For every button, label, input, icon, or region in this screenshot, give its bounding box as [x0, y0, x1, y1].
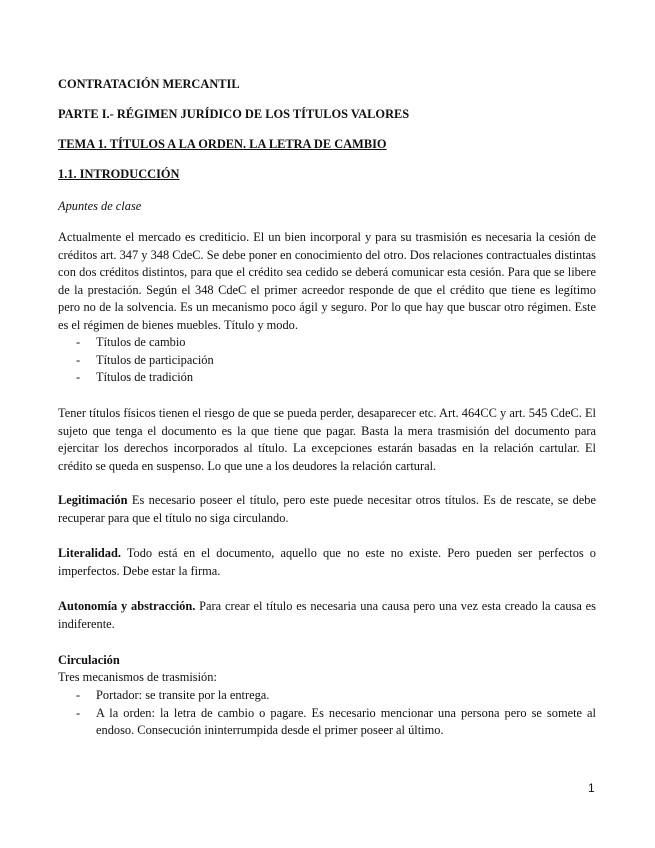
list-item: - Títulos de cambio	[76, 335, 186, 349]
transmission-list	[58, 687, 596, 740]
autonomia-label: Autonomía y abstracción.	[58, 599, 196, 613]
list-item: - Títulos de participación	[76, 352, 214, 367]
page-number: 1	[588, 781, 595, 795]
list-item: - Títulos de tradición	[76, 370, 194, 385]
list-item: - Portador: se transite por la entrega.	[76, 688, 270, 702]
circulacion-intro: Tres mecanismos de trasmisión:	[58, 670, 217, 684]
circulacion-heading: Circulación	[58, 653, 120, 667]
tema-heading: TEMA 1. TÍTULOS A LA ORDEN. LA LETRA DE CAMBIO	[58, 137, 387, 151]
literalidad-label: Literalidad.	[58, 546, 121, 560]
section-heading: 1.1. INTRODUCCIÓN	[58, 167, 180, 181]
list-item: - A la orden: la letra de cambio o pagare. Es necesario mencionar una persona pero se somete al endoso. Consecución ininterrumpida desde el primer poseer al último.	[76, 705, 596, 738]
risk-paragraph: Tener títulos físicos tienen el riesgo de que se pueda perder, desaparecer etc. Art. 464CC y art. 545 CdeC. El sujeto que tenga el documento es la que tiene que pagar. Basta la mera trasmisión del documento para ejercitar los derechos incorporados al título. La excepciones estarán basadas en la relación cartular. El crédito se queda en suspenso. Lo que une a los deudores la relación cartural.	[58, 406, 596, 473]
class-notes-subtitle: Apuntes de clase	[58, 199, 142, 213]
title-types-list	[58, 334, 596, 387]
legitimacion-label: Legitimación	[58, 493, 128, 507]
autonomia-paragraph: Autonomía y abstracción. Para crear el título es necesaria una causa pero una vez esta creado la causa es indiferente.	[58, 599, 596, 631]
part-heading: PARTE I.- RÉGIMEN JURÍDICO DE LOS TÍTULOS VALORES	[58, 107, 410, 121]
document-title: CONTRATACIÓN MERCANTIL	[58, 77, 240, 91]
legitimacion-paragraph: Legitimación Es necesario poseer el título, pero este puede necesitar otros títulos. Es de rescate, se debe recuperar para que el título no siga circulando.	[58, 493, 596, 525]
literalidad-paragraph: Literalidad. Todo está en el documento, aquello que no este no existe. Pero pueden ser perfectos o imperfectos. Debe estar la firma.	[58, 546, 596, 578]
intro-paragraph: Actualmente el mercado es crediticio. El un bien incorporal y para su trasmisión es necesaria la cesión de créditos art. 347 y 348 CdeC. Se debe poner en conocimiento del otro. Dos relaciones contractuales distintas con dos créditos distintos, para que el crédito sea cedido se deberá comunicar esta cesión. Para que se libere de la prestación. Según el 348 CdeC el primer acreedor responde de que el crédito que tiene es legítimo pero no de la solvencia. Es un mecanismo poco ágil y seguro. Por lo que hay que buscar otro régimen. Este es el régimen de bienes muebles. Título y modo.	[58, 230, 596, 332]
